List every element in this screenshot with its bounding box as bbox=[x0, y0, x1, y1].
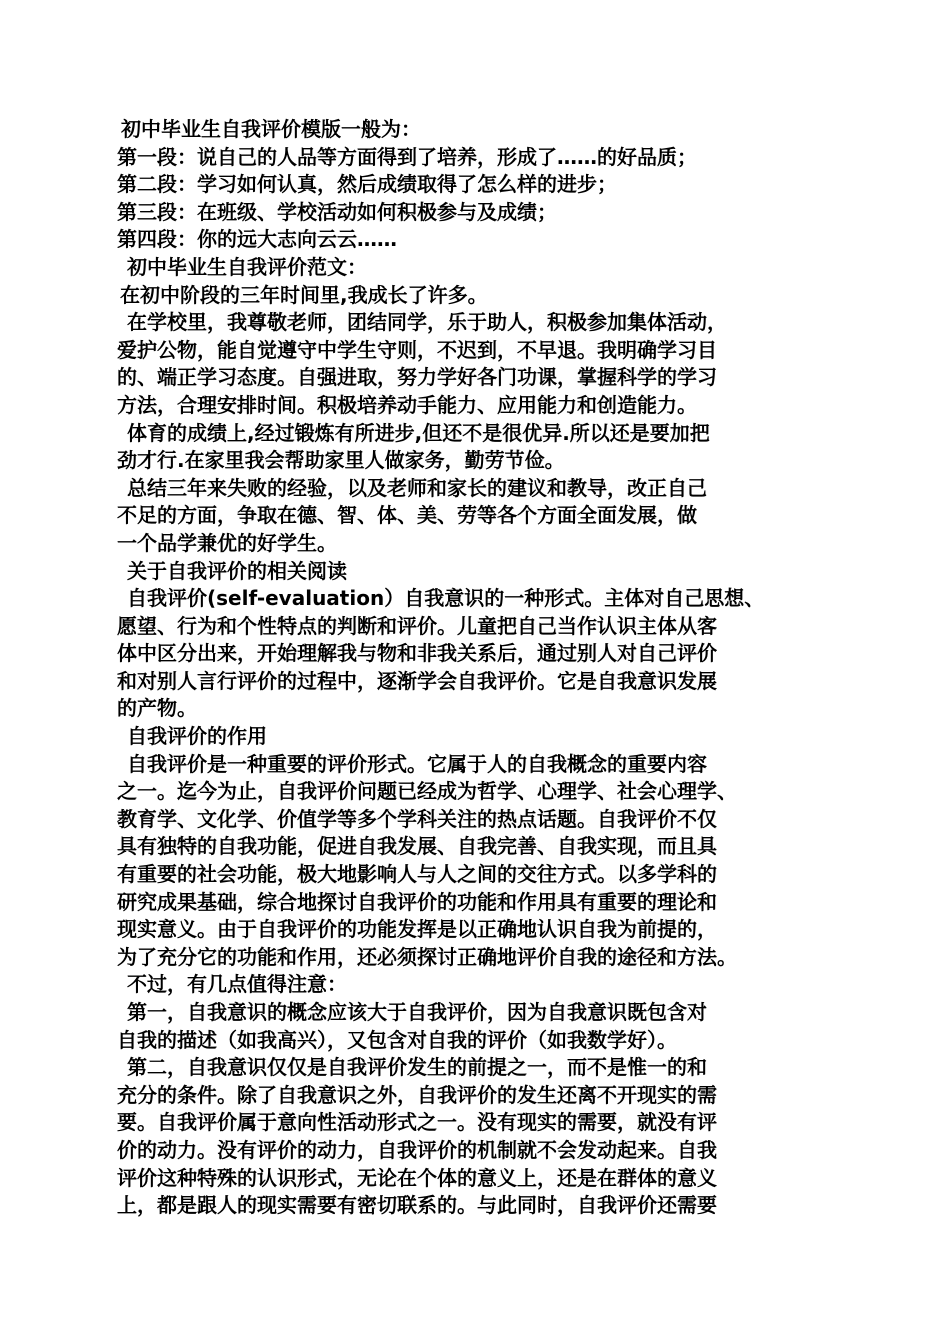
text-line: 为了充分它的功能和作用，还必须探讨正确地评价自我的途径和方法。 bbox=[117, 944, 737, 969]
text-line: 愿望、行为和个性特点的判断和评价。儿童把自己当作认识主体从客 bbox=[117, 613, 717, 638]
template-paragraph-3: 第三段：在班级、学校活动如何积极参与及成绩； bbox=[117, 199, 557, 224]
text-line: 有重要的社会功能，极大地影响人与人之间的交往方式。以多学科的 bbox=[117, 862, 717, 887]
text-line: 一个品学兼优的好学生。 bbox=[117, 530, 337, 555]
text-line: 具有独特的自我功能，促进自我发展、自我完善、自我实现，而且具 bbox=[117, 834, 717, 859]
document-body bbox=[117, 116, 847, 1220]
text-line: 充分的条件。除了自我意识之外，自我评价的发生还离不开现实的需 bbox=[117, 1082, 717, 1107]
text-line: 总结三年来失败的经验，以及老师和家长的建议和教导，改正自己 bbox=[127, 475, 707, 500]
text-line: 价的动力。没有评价的动力，自我评价的机制就不会发动起来。自我 bbox=[117, 1137, 717, 1162]
template-paragraph-2: 第二段：学习如何认真，然后成绩取得了怎么样的进步； bbox=[117, 172, 617, 197]
text-line: 不足的方面，争取在德、智、体、美、劳等各个方面全面发展，做 bbox=[117, 503, 697, 528]
template-paragraph-4: 第四段：你的远大志向云云…… bbox=[117, 227, 397, 252]
text-line: 现实意义。由于自我评价的功能发挥是以正确地认识自我为前提的， bbox=[117, 917, 717, 942]
heading-related-reading: 关于自我评价的相关阅读 bbox=[127, 558, 347, 583]
text-line: 第二，自我意识仅仅是自我评价发生的前提之一，而不是惟一的和 bbox=[127, 1055, 707, 1080]
text-line: 和对别人言行评价的过程中，逐渐学会自我评价。它是自我意识发展 bbox=[117, 668, 717, 693]
text-line: 的、端正学习态度。自强进取，努力学好各门功课，掌握科学的学习 bbox=[117, 365, 717, 390]
text-line: 劲才行.在家里我会帮助家里人做家务，勤劳节俭。 bbox=[117, 448, 565, 473]
text-line: 研究成果基础，综合地探讨自我评价的功能和作用具有重要的理论和 bbox=[117, 889, 717, 914]
text-line: 在学校里，我尊敬老师，团结同学，乐于助人，积极参加集体活动， bbox=[127, 310, 727, 335]
text-line: 教育学、文化学、价值学等多个学科关注的热点话题。自我评价不仅 bbox=[117, 806, 717, 831]
template-paragraph-1: 第一段：说自己的人品等方面得到了培养，形成了……的好品质； bbox=[117, 144, 697, 169]
text-line: 第一，自我意识的概念应该大于自我评价，因为自我意识既包含对 bbox=[127, 1000, 707, 1024]
heading-template: 初中毕业生自我评价模版一般为： bbox=[121, 117, 421, 141]
text-line: 爱护公物，能自觉遵守中学生守则，不迟到，不早退。我明确学习目 bbox=[117, 337, 717, 362]
text-line: 自我评价(self-evaluation）自我意识的一种形式。主体对自己思想、 bbox=[127, 586, 765, 611]
text-line: 上，都是跟人的现实需要有密切联系的。与此同时，自我评价还需要 bbox=[117, 1193, 717, 1218]
text-line: 评价这种特殊的认识形式，无论在个体的意义上，还是在群体的意义 bbox=[117, 1165, 717, 1190]
text-line: 方法，合理安排时间。积极培养动手能力、应用能力和创造能力。 bbox=[117, 392, 697, 417]
heading-role-of-self-evaluation: 自我评价的作用 bbox=[127, 724, 267, 749]
text-line: 自我评价是一种重要的评价形式。它属于人的自我概念的重要内容 bbox=[127, 751, 707, 776]
text-line: 不过，有几点值得注意： bbox=[127, 972, 347, 997]
text-line: 在初中阶段的三年时间里,我成长了许多。 bbox=[120, 282, 488, 307]
text-line: 自我的描述（如我高兴），又包含对自我的评价（如我数学好）。 bbox=[117, 1027, 677, 1052]
text-line: 体中区分出来，开始理解我与物和非我关系后，通过别人对自己评价 bbox=[117, 641, 717, 666]
text-line: 的产物。 bbox=[117, 696, 197, 721]
text-line: 之一。迄今为止，自我评价问题已经成为哲学、心理学、社会心理学、 bbox=[117, 779, 737, 804]
text-line: 体育的成绩上,经过锻炼有所进步,但还不是很优异.所以还是要加把 bbox=[127, 420, 710, 445]
heading-sample-essay: 初中毕业生自我评价范文： bbox=[127, 254, 367, 279]
text-line: 要。自我评价属于意向性活动形式之一。没有现实的需要，就没有评 bbox=[117, 1110, 717, 1135]
